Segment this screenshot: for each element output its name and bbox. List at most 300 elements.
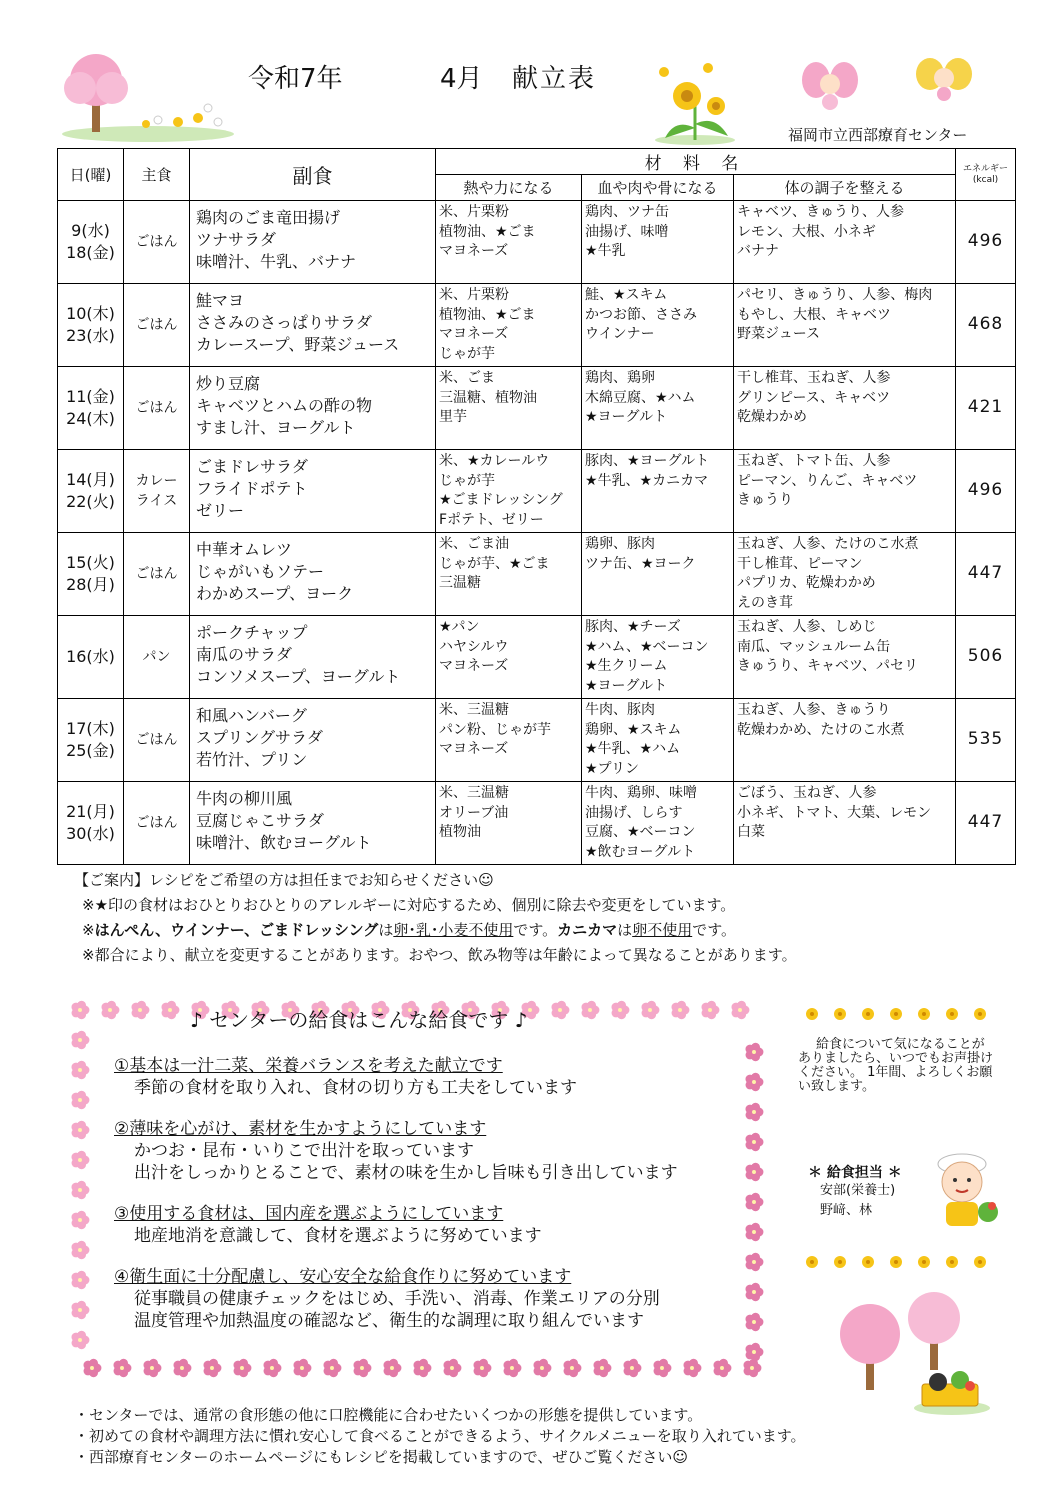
cell-line: ウインナー [585,326,655,342]
policy-item [114,1118,678,1184]
cell-line: ツナサラダ [196,230,276,249]
cell-line: ごはん [135,234,178,250]
blossom-icon [113,1359,131,1377]
cell-line: パセリ、きゅうり、人参、梅肉 [737,287,933,303]
date-cell [58,201,124,284]
header-materials: 材 料 名 [436,149,956,175]
blood-ingredients-cell [582,782,734,865]
cell-line: ライス [135,493,178,509]
blossom-icon [71,1181,89,1199]
blossom-icon [71,1211,89,1229]
cell-line: 野菜ジュース [737,326,821,342]
policy-heading: ①基本は一汁二菜、栄養バランスを考えた献立です [114,1056,503,1076]
notes-allergen-free [82,918,797,943]
energy-ingredients-cell [436,782,582,865]
header-era: 令和7年 [248,64,343,94]
body-ingredients-cell [734,616,956,699]
cell-line: 豚肉、★ヨーグルト [585,453,710,469]
cell-line: 乾燥わかめ、たけのこ水煮 [737,721,905,738]
cell-line: ささみのさっぱりサラダ [196,313,372,332]
cell-line: かつお節、ささみ [585,306,697,323]
staple-cell [124,201,190,284]
energy-ingredients-cell [436,450,582,533]
table-row [58,616,1016,699]
notes-free-prefix: ※ [82,921,95,939]
butterfly-fairy-icon [914,54,974,104]
blossom-icon [503,1359,521,1377]
notes-free-desu: です。 [513,921,558,939]
cell-line: 米、三温糖 [439,702,509,718]
blossom-icon [745,1163,763,1181]
cell-line: 若竹汁、プリン [196,750,308,769]
header-energy-group: 熱や力になる [436,175,582,201]
blossom-icon [745,1043,763,1061]
blood-ingredients-cell [582,450,734,533]
side-message: 給食について気になることがありましたら、いつでもお声掛けください。 1年間、よろしくお願い致します。 [798,1037,994,1094]
staple-cell [124,699,190,782]
body-ingredients-cell [734,450,956,533]
staff-title: ＊ 給食担当 ＊ [808,1165,902,1181]
cell-line: 味噌汁、牛乳、バナナ [196,252,357,271]
cell-line: ツナ缶、★ヨーク [585,555,696,572]
cell-line: バナナ [737,243,779,259]
header-month: 4月 [440,64,483,94]
cell-line: 鶏卵、★スキム [585,721,682,738]
cell-line: 牛肉、豚肉 [585,702,655,718]
cell-line: ★プリン [585,760,639,777]
blossom-icon [653,1359,671,1377]
cell-line: わかめスープ、ヨーク [196,584,354,603]
kcal-cell: 535 [956,699,1016,782]
cell-line: 炒り豆腐 [196,374,261,393]
staple-cell [124,616,190,699]
blossom-icon [743,1359,761,1377]
cell-line: 干し椎茸、玉ねぎ、人参 [737,370,891,386]
notes-free-items: はんぺん、ウインナー、ごまドレッシング [94,921,379,939]
blossom-icon [593,1359,611,1377]
cell-line: ★ヨーグルト [585,677,668,694]
cell-line: 味噌汁、飲むヨーグルト [196,833,372,852]
cell-line: 米、片栗粉 [439,287,509,303]
notes-guide: 【ご案内】レシピをご希望の方は担任までお知らせください☺ [74,871,494,889]
blossom-icon [745,1223,763,1241]
blossom-icon [745,1133,763,1151]
cell-line: ごはん [135,732,178,748]
menu-table [57,148,1016,865]
cell-line: ハヤシルウ [439,638,509,655]
cell-line: ゼリー [196,501,245,520]
blossom-icon [71,1271,89,1289]
blossom-icon [563,1359,581,1377]
cherry-tree-icon [58,50,238,142]
kcal-cell: 496 [956,201,1016,284]
cell-line: きゅうり [737,492,793,508]
policy-heading: ④衛生面に十分配慮し、安心安全な給食作りに努めています [114,1267,572,1287]
cell-line: ごまドレサラダ [196,457,308,476]
cell-line: Fポテト、ゼリー [439,511,544,528]
cell-line: 牛肉の柳川風 [196,789,293,808]
energy-ingredients-cell [436,699,582,782]
table-row [58,367,1016,450]
cell-line: もやし、大根、キャベツ [737,306,891,323]
cell-line: 植物油 [439,824,481,840]
table-row [58,782,1016,865]
cell-line: 16(水) [66,647,115,666]
cell-line: じゃが芋 [439,345,495,362]
organization-name: 福岡市立西部療育センター [788,126,968,144]
date-cell [58,533,124,616]
footer [74,1405,806,1468]
policy-item [114,1266,678,1332]
cell-line: フライドポテト [196,479,308,498]
blossom-icon [101,1001,119,1019]
cell-line: 三温糖、植物油 [439,389,537,406]
cell-line: 28(月) [66,575,115,594]
cell-line: ポークチャップ [196,623,308,642]
staple-cell [124,533,190,616]
notes-free-wa2: は [617,921,633,939]
policy-line: 出汁をしっかりとることで、素材の味を生かし旨味も引き出しています [134,1163,678,1183]
policy-line: かつお・昆布・いりこで出汁を取っています [134,1141,474,1161]
blossom-icon [745,1283,763,1301]
blood-ingredients-cell [582,616,734,699]
cell-line: 三温糖 [439,575,481,591]
date-cell [58,367,124,450]
blood-ingredients-cell [582,367,734,450]
date-cell [58,450,124,533]
cell-line: ★ヨーグルト [585,409,668,425]
cell-line: マヨネーズ [439,243,509,259]
staple-cell [124,367,190,450]
cell-line: じゃが芋、★ごま [439,555,550,572]
cell-line: 玉ねぎ、トマト缶、人参 [737,453,891,469]
blossom-icon [353,1359,371,1377]
header-title: 献立表 [512,64,597,94]
cell-line: レモン、大根、小ネギ [737,223,876,240]
blossom-icon [71,1031,89,1049]
side-dish-cell [190,533,436,616]
cell-line: ごはん [135,566,178,582]
menu-table-body [58,201,1016,865]
blossom-icon [623,1359,641,1377]
blossom-icon [71,1121,89,1139]
cell-line: 中華オムレツ [196,540,293,559]
yellow-flower-icon [800,1006,1000,1022]
policy-line: 季節の食材を取り入れ、食材の切り方も工夫をしています [134,1078,578,1098]
kcal-cell: 496 [956,450,1016,533]
cell-line: 植物油、★ごま [439,306,536,323]
blossom-icon [263,1359,281,1377]
cook-girl-icon [922,1150,1006,1230]
blossom-icon [173,1359,191,1377]
cell-line: キャベツ、きゅうり、人参 [737,204,905,220]
cell-line: オリーブ油 [439,804,509,821]
blossom-icon [413,1359,431,1377]
cell-line: 豚肉、★チーズ [585,619,681,635]
energy-ingredients-cell [436,284,582,367]
cell-line: 玉ねぎ、人参、たけのこ水煮 [737,536,919,552]
table-row [58,284,1016,367]
footer-line-1: ・センターでは、通常の食形態の他に口腔機能に合わせたいくつかの形態を提供しています。 [74,1406,703,1424]
blossom-icon [745,1253,763,1271]
cell-line: 小ネギ、トマト、大葉、レモン [737,804,932,821]
cell-line: キャベツとハムの酢の物 [196,396,373,415]
blossom-icon [443,1359,461,1377]
cell-line: 豆腐、★ベーコン [585,824,696,840]
staff-line-1: 安部(栄養士) [820,1183,896,1198]
cell-line: ★ハム、★ベーコン [585,638,709,655]
blossom-icon [641,1001,659,1019]
cell-line: ごはん [135,815,178,831]
blood-ingredients-cell [582,201,734,284]
cell-line: 鶏肉のごま竜田揚げ [196,208,341,227]
blossom-icon [473,1359,491,1377]
cell-line: コンソメスープ、ヨーグルト [196,667,401,686]
cell-line: 鶏肉、ツナ缶 [585,204,669,220]
side-dish-cell [190,284,436,367]
cell-line: 豆腐じゃこサラダ [196,811,324,830]
cell-line: じゃが芋 [439,472,495,489]
cell-line: ★飲むヨーグルト [585,843,696,860]
cell-line: グリンピース、キャベツ [737,389,891,406]
blossom-icon [581,1001,599,1019]
kcal-cell: 421 [956,367,1016,450]
body-ingredients-cell [734,699,956,782]
cell-line: 11(金) [66,387,115,406]
cell-line: 里芋 [439,409,467,425]
cell-line: マヨネーズ [439,658,509,674]
body-ingredients-cell [734,201,956,284]
cell-line: ★牛乳、★ハム [585,741,681,757]
blossom-icon [701,1001,719,1019]
blossom-icon [745,1313,763,1331]
blossom-icon [203,1359,221,1377]
side-dish-cell [190,782,436,865]
blossom-icon [745,1343,763,1361]
cell-line: 25(金) [66,741,115,760]
cell-line: ★牛乳、★カニカマ [585,472,709,489]
blossom-icon [533,1359,551,1377]
header-blood-group: 血や肉や骨になる [582,175,734,201]
blossom-icon [131,1001,149,1019]
blossom-icon [143,1359,161,1377]
policy-body [114,1055,678,1351]
cell-line: 玉ねぎ、人参、きゅうり [737,702,891,718]
cell-line: 和風ハンバーグ [196,706,307,725]
body-ingredients-cell [734,782,956,865]
policy-line: 温度管理や加熱温度の確認など、衛生的な調理に取り組んでいます [134,1311,644,1331]
policy-line: 従事職員の健康チェックをはじめ、手洗い、消毒、作業エリアの分別 [134,1289,660,1309]
notes-kanikama: カニカマ [557,921,618,939]
blood-ingredients-cell [582,533,734,616]
cell-line: 30(水) [66,824,115,843]
cell-line: すまし汁、ヨーグルト [196,418,356,437]
blossom-icon [683,1359,701,1377]
cell-line: パン粉、じゃが芋 [439,721,551,738]
cell-line: ★牛乳 [585,243,626,259]
policy-heading: ②薄味を心がけ、素材を生かすようにしています [114,1119,487,1139]
header-side: 副食 [190,149,436,201]
notes-free-wa: は [378,921,394,939]
cell-line: 南瓜のサラダ [196,645,292,664]
cell-line: 21(月) [66,802,115,821]
notes-allergy: ※★印の食材はおひとりおひとりのアレルギーに対応するため、個別に除去や変更をしています。 [82,896,736,914]
energy-ingredients-cell [436,616,582,699]
date-cell [58,616,124,699]
body-ingredients-cell [734,533,956,616]
cell-line: ★生クリーム [585,658,668,674]
blossom-icon [551,1001,569,1019]
footer-line-3: ・西部療育センターのホームページにもレシピを掲載していますので、ぜひご覧ください☺ [74,1448,689,1466]
notes [74,868,797,968]
cell-line: 乾燥わかめ [737,409,807,425]
body-ingredients-cell [734,284,956,367]
blossom-icon [71,1241,89,1259]
blood-ingredients-cell [582,699,734,782]
energy-ingredients-cell [436,367,582,450]
cell-line: 牛肉、鶏卵、味噌 [585,785,697,801]
blossom-icon [233,1359,251,1377]
header-kcal: エネルギー(kcal) [956,149,1016,201]
sunflower-icon [650,58,740,146]
footer-line-2: ・初めての食材や調理方法に慣れ安心して食べることができるよう、サイクルメニューを取り入れています。 [74,1427,806,1445]
blossom-icon [161,1001,179,1019]
kcal-cell: 468 [956,284,1016,367]
date-cell [58,284,124,367]
cell-line: 9(水) [71,221,110,240]
date-cell [58,699,124,782]
blossom-icon [71,1301,89,1319]
side-dish-cell [190,699,436,782]
blossom-icon [713,1359,731,1377]
cell-line: じゃがいもソテー [196,562,325,581]
blossom-icon [293,1359,311,1377]
policy-item [114,1203,678,1247]
notes-change: ※都合により、献立を変更することがあります。おやつ、飲み物等は年齢によって異なることがあります。 [82,946,797,964]
cell-line: パン [142,649,171,665]
energy-ingredients-cell [436,201,582,284]
cell-line: ごはん [135,317,178,333]
side-dish-cell [190,367,436,450]
blossom-icon [611,1001,629,1019]
cell-line: パプリカ、乾燥わかめ [737,575,876,591]
policy-line: 地産地消を意識して、食材を選ぶように努めています [134,1226,542,1246]
side-dish-cell [190,450,436,533]
kcal-cell: 447 [956,782,1016,865]
cell-line: ごぼう、玉ねぎ、人参 [737,785,877,801]
blossom-icon [383,1359,401,1377]
staff-names [820,1181,895,1221]
notes-free-allergens: 卵･乳･小麦不使用 [393,921,514,939]
blossom-icon [71,1001,89,1019]
cell-line: 14(月) [66,470,115,489]
policy-item [114,1055,678,1099]
cell-line: 白菜 [737,824,765,840]
blossom-icon [745,1073,763,1091]
kcal-cell: 506 [956,616,1016,699]
cell-line: カレー [135,473,178,489]
blood-ingredients-cell [582,284,734,367]
staff-line-2: 野﨑、林 [820,1203,873,1218]
cell-line: 米、ごま [439,370,495,386]
cell-line: 23(水) [66,326,115,345]
cell-line: 油揚げ、しらす [585,804,683,821]
table-row [58,450,1016,533]
cell-line: 米、片栗粉 [439,204,509,220]
blossom-icon [323,1359,341,1377]
policy-heading: ③使用する食材は、国内産を選ぶようにしています [114,1204,504,1224]
butterfly-fairy-icon [800,58,860,112]
table-row [58,533,1016,616]
cell-line: 鶏肉、鶏卵 [585,370,655,386]
cell-line: ごはん [135,400,178,416]
body-ingredients-cell [734,367,956,450]
notes-kanikama-allergens: 卵不使用 [632,921,693,939]
staple-cell [124,284,190,367]
cell-line: 米、ごま油 [439,536,509,552]
blossom-icon [745,1193,763,1211]
cell-line: 鮭、★スキム [585,287,668,303]
cell-line: 18(金) [66,243,115,262]
notes-free-end: です。 [692,921,737,939]
blossom-icon [71,1091,89,1109]
kcal-cell: 447 [956,533,1016,616]
header-date: 日(曜) [58,149,124,201]
cell-line: 10(木) [66,304,115,323]
side-dish-cell [190,616,436,699]
table-row [58,699,1016,782]
cell-line: 木綿豆腐、★ハム [585,389,696,406]
cell-line: 鮭マヨ [196,291,245,310]
cell-line: 米、★カレールウ [439,453,550,469]
blossom-icon [745,1103,763,1121]
cell-line: 22(火) [66,492,115,511]
cell-line: カレースープ、野菜ジュース [196,335,400,354]
cell-line: ピーマン、りんご、キャベツ [737,472,918,489]
cell-line: ★ごまドレッシング [439,492,563,508]
blossom-icon [71,1061,89,1079]
energy-ingredients-cell [436,533,582,616]
cell-line: 17(木) [66,719,115,738]
bento-icon [912,1366,992,1416]
side-dish-cell [190,201,436,284]
cell-line: きゅうり、キャベツ、パセリ [737,658,919,674]
blossom-icon [71,1331,89,1349]
cell-line: 15(火) [66,553,115,572]
blossom-icon [671,1001,689,1019]
staple-cell [124,782,190,865]
cell-line: 24(木) [66,409,115,428]
cell-line: 南瓜、マッシュルーム缶 [737,638,891,655]
cell-line: 米、三温糖 [439,785,509,801]
yellow-flower-icon [800,1254,1000,1270]
blossom-icon [71,1151,89,1169]
header-staple: 主食 [124,149,190,201]
cell-line: ★パン [439,619,480,635]
cell-line: スプリングサラダ [196,728,323,747]
cell-line: 油揚げ、味噌 [585,223,669,240]
cell-line: 植物油、★ごま [439,223,536,240]
date-cell [58,782,124,865]
cell-line: マヨネーズ [439,741,509,757]
cell-line: 玉ねぎ、人参、しめじ [737,619,877,635]
blossom-icon [731,1001,749,1019]
table-row [58,201,1016,284]
cell-line: えのき茸 [737,594,793,611]
cell-line: 干し椎茸、ピーマン [737,555,863,572]
cell-line: 鶏卵、豚肉 [585,536,655,552]
blossom-icon [83,1359,101,1377]
